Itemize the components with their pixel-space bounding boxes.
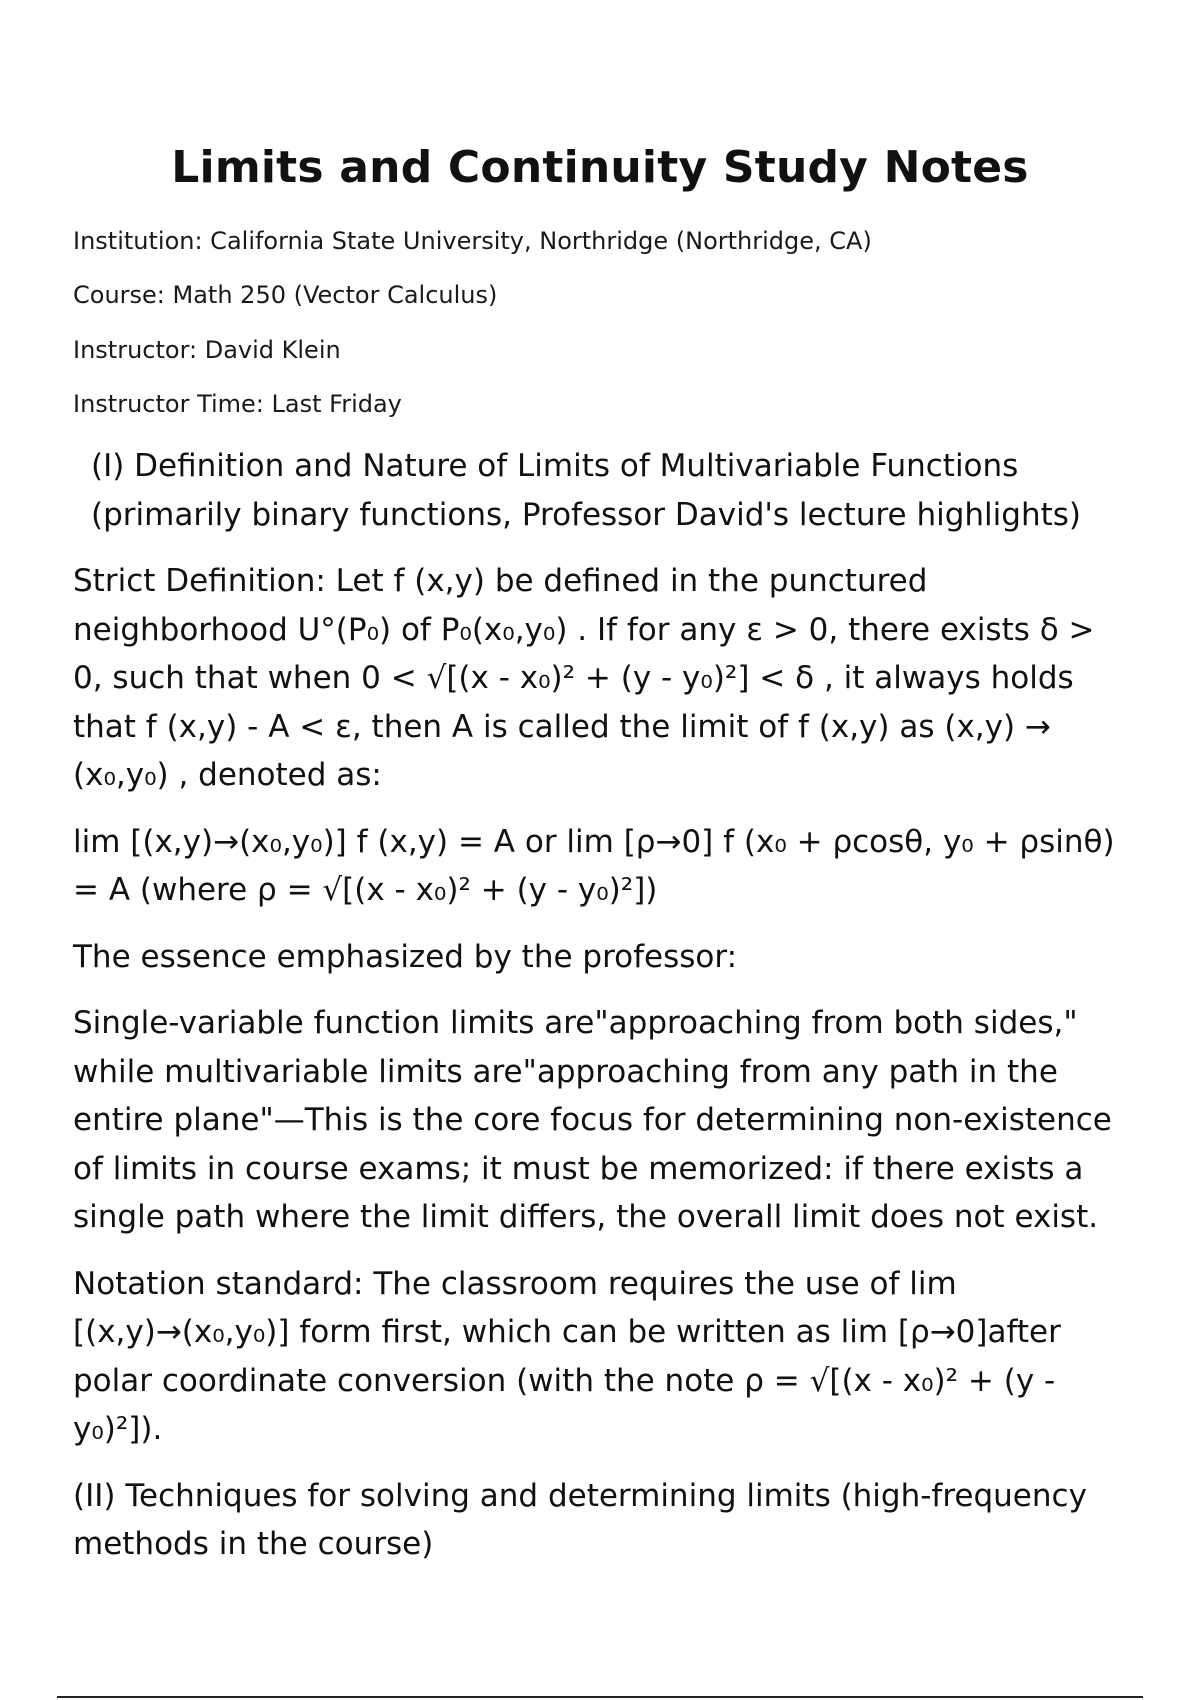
limit-formula: lim [(x,y)→(x₀,y₀)] f (x,y) = A or lim [ρ→0] f (x₀ + ρcosθ, y₀ + ρsinθ) = A (where ρ = √[(x - x₀)² + (y - y₀)²]) xyxy=(73,823,1115,908)
section-heading-1: (I) Definition and Nature of Limits of Multivariable Functions (primarily binary functions, Professor David's lecture highlights) xyxy=(91,448,1081,533)
meta-instructor: Instructor: David Klein xyxy=(73,336,341,364)
strict-definition-paragraph: Strict Definition: Let f (x,y) be defined in the punctured neighborhood U°(P₀) of P₀(x₀,y₀) . If for any ε > 0, there exists δ > 0, such that when 0 < √[(x - x₀)² + (y - y₀)²] < δ , it always holds that f (x,y) - A < ε, then A is called the limit of f (x,y) as (x,y) → (x₀,y₀) , denoted as: xyxy=(73,563,1095,793)
footer-divider xyxy=(57,1696,1143,1698)
essence-label: The essence emphasized by the professor: xyxy=(73,938,738,975)
meta-instructor-time: Instructor Time: Last Friday xyxy=(73,390,402,418)
document-body xyxy=(73,442,1133,1587)
notation-paragraph: Notation standard: The classroom requires the use of lim [(x,y)→(x₀,y₀)] form first, which can be written as lim [ρ→0]after polar coordinate conversion (with the note ρ = √[(x - x₀)² + (y - y₀)²]). xyxy=(73,1265,1061,1447)
meta-institution: Institution: California State University, Northridge (Northridge, CA) xyxy=(73,227,872,255)
document-title: Limits and Continuity Study Notes xyxy=(171,142,1029,193)
section-heading-2: (II) Techniques for solving and determining limits (high-frequency methods in the course) xyxy=(73,1477,1087,1562)
essence-paragraph: Single-variable function limits are"approaching from both sides," while multivariable limits are"approaching from any path in the entire plane"—This is the core focus for determining non-existence of limits in course exams; it must be memorized: if there exists a single path where the limit differs, the overall limit does not exist. xyxy=(73,1005,1112,1235)
meta-course: Course: Math 250 (Vector Calculus) xyxy=(73,281,498,309)
